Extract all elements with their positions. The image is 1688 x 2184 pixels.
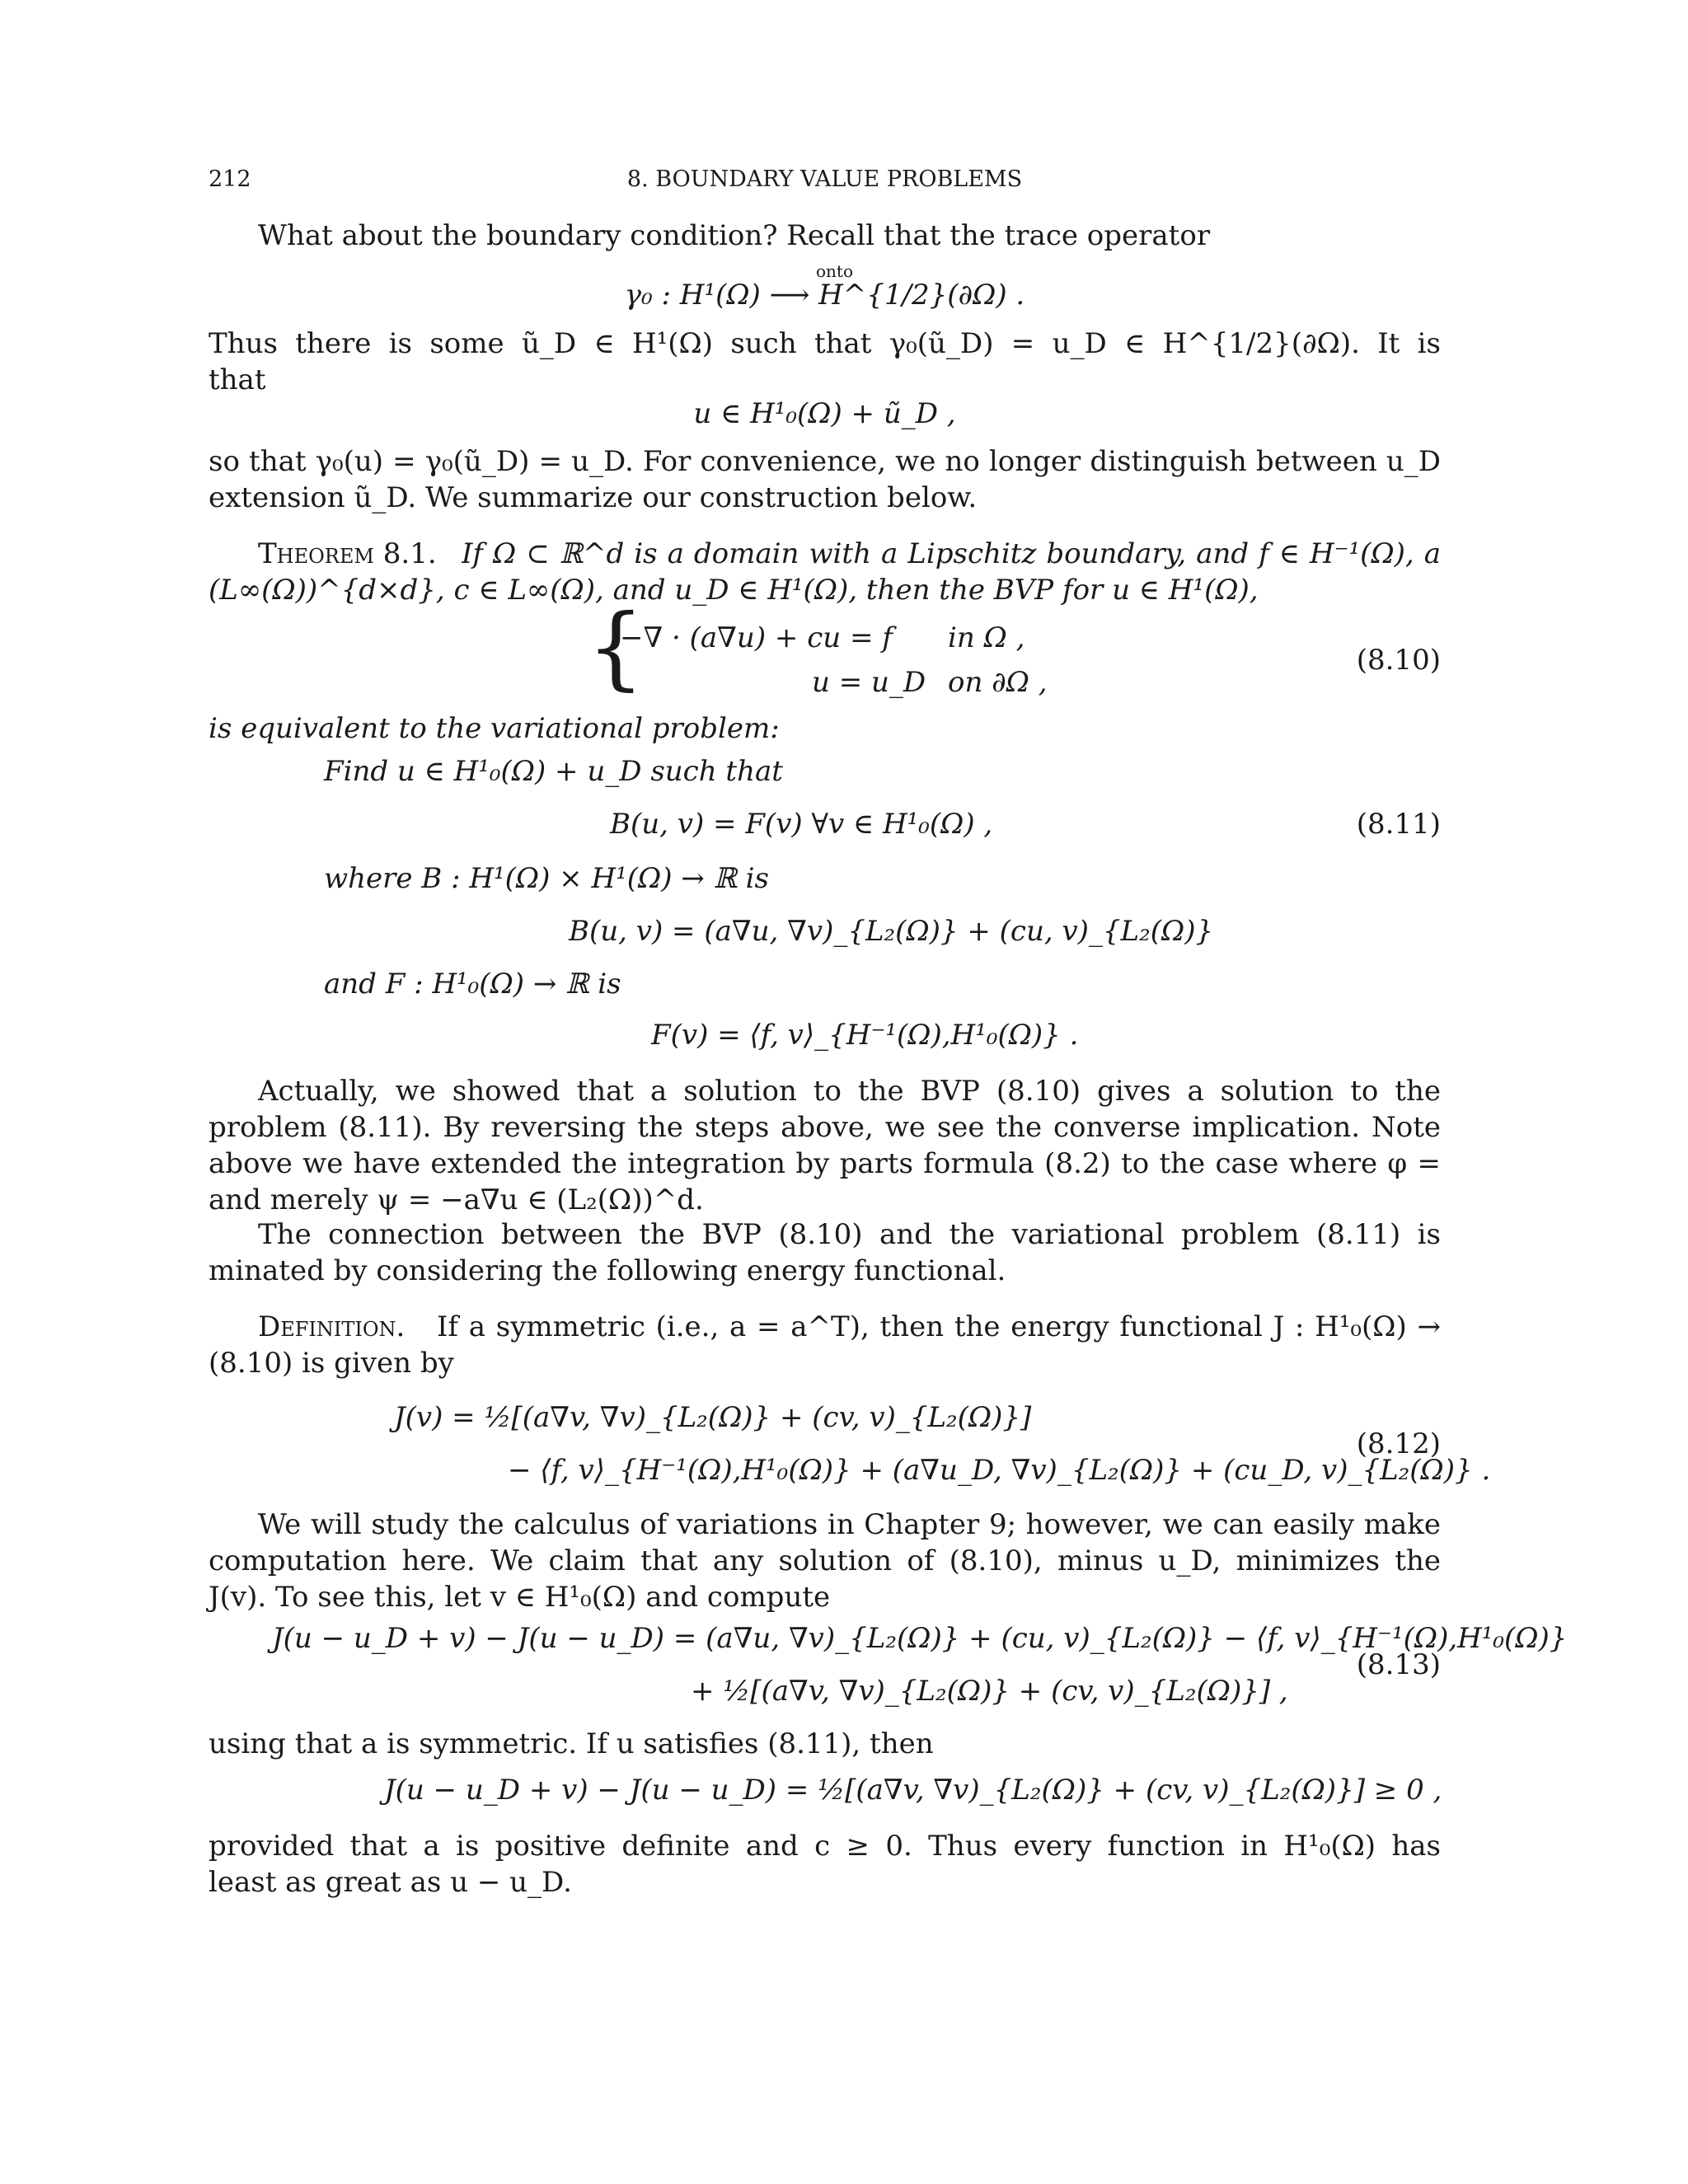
- equation-domain: in Ω ,: [948, 621, 1025, 654]
- equation-space: u ∈ H¹₀(Ω) + ũ_D ,: [693, 397, 956, 430]
- paragraph-line: above we have extended the integration by parts formula (8.2) to the case where φ =: [209, 1147, 1441, 1180]
- equation-trace: γ₀ : H¹(Ω) ⟶ H^{1/2}(∂Ω) .: [624, 279, 1025, 312]
- paragraph-line: that: [209, 363, 266, 396]
- equation-pde: −∇ · (a∇u) + cu = f: [620, 621, 893, 654]
- definition-label: Definition.: [258, 1310, 406, 1343]
- paragraph-line: computation here. We claim that any solution of (8.10), minus u_D, minimizes the: [209, 1544, 1441, 1577]
- paragraph-line: and merely ψ = −a∇u ∈ (L₂(Ω))^d.: [209, 1183, 704, 1216]
- theorem-line: (L∞(Ω))^{d×d}, c ∈ L∞(Ω), and u_D ∈ H¹(Ω), then the BVP for u ∈ H¹(Ω),: [209, 574, 1259, 607]
- paragraph-line: The connection between the BVP (8.10) and the variational problem (8.11) is: [258, 1218, 1441, 1251]
- paragraph-line: We will study the calculus of variations in Chapter 9; however, we can easily make: [258, 1508, 1441, 1541]
- running-title: 8. BOUNDARY VALUE PROBLEMS: [626, 166, 1023, 192]
- equation-linear: F(v) = ⟨f, v⟩_{H⁻¹(Ω),H¹₀(Ω)} .: [651, 1019, 1079, 1052]
- theorem-label: Theorem 8.1.: [258, 537, 437, 570]
- equation-boundary: on ∂Ω ,: [948, 666, 1048, 699]
- equation-difference-cont: + ½[(a∇v, ∇v)_{L₂(Ω)} + (cv, v)_{L₂(Ω)}] ,: [691, 1675, 1288, 1708]
- equation-bilinear: B(u, v) = (a∇u, ∇v)_{L₂(Ω)} + (cu, v)_{L₂(Ω)}: [569, 915, 1214, 948]
- equation-number: (8.13): [1356, 1648, 1441, 1681]
- page-number: 212: [209, 166, 251, 192]
- paragraph-line: so that γ₀(u) = γ₀(ũ_D) = u_D. For convenience, we no longer distinguish between u_D: [209, 445, 1441, 478]
- theorem-line: Find u ∈ H¹₀(Ω) + u_D such that: [324, 755, 783, 788]
- paragraph-line: Thus there is some ũ_D ∈ H¹(Ω) such that γ₀(ũ_D) = u_D ∈ H^{1/2}(∂Ω). It is: [209, 327, 1441, 360]
- equation-variational: B(u, v) = F(v) ∀v ∈ H¹₀(Ω) ,: [610, 808, 993, 841]
- equation-number: (8.12): [1356, 1427, 1441, 1460]
- paragraph-line: What about the boundary condition? Recall that the trace operator: [258, 219, 1211, 252]
- equation-bc: u = u_D: [812, 666, 926, 699]
- arrow-label: onto: [816, 261, 853, 281]
- equation-difference: J(u − u_D + v) − J(u − u_D) = (a∇u, ∇v)_{L₂(Ω)} + (cu, v)_{L₂(Ω)} − ⟨f, v⟩_{H⁻¹(Ω),H¹₀(Ω)}: [272, 1622, 1568, 1655]
- theorem-line: If Ω ⊂ ℝ^d is a domain with a Lipschitz boundary, and f ∈ H⁻¹(Ω), a: [462, 537, 1441, 570]
- paragraph-line: problem (8.11). By reversing the steps above, we see the converse implication. Note: [209, 1111, 1441, 1144]
- left-brace: {: [587, 594, 645, 700]
- paragraph-line: Actually, we showed that a solution to the BVP (8.10) gives a solution to the: [258, 1075, 1441, 1108]
- equation-number: (8.11): [1356, 808, 1441, 841]
- equation-number: (8.10): [1356, 644, 1441, 677]
- paragraph-line: minated by considering the following energy functional.: [209, 1254, 1006, 1287]
- definition-line: If a symmetric (i.e., a = a^T), then the energy functional J : H¹₀(Ω) →: [437, 1310, 1441, 1343]
- equation-inequality: J(u − u_D + v) − J(u − u_D) = ½[(a∇v, ∇v)_{L₂(Ω)} + (cv, v)_{L₂(Ω)}] ≥ 0 ,: [384, 1774, 1442, 1807]
- definition-line: (8.10) is given by: [209, 1347, 454, 1380]
- theorem-line: and F : H¹₀(Ω) → ℝ is: [324, 968, 621, 1001]
- paragraph-line: J(v). To see this, let v ∈ H¹₀(Ω) and compute: [209, 1581, 831, 1614]
- theorem-line: where B : H¹(Ω) × H¹(Ω) → ℝ is: [324, 862, 769, 895]
- equation-energy-cont: − ⟨f, v⟩_{H⁻¹(Ω),H¹₀(Ω)} + (a∇u_D, ∇v)_{L₂(Ω)} + (cu_D, v)_{L₂(Ω)} .: [508, 1454, 1491, 1487]
- paragraph-line: least as great as u − u_D.: [209, 1866, 572, 1899]
- theorem-line: is equivalent to the variational problem:: [209, 712, 780, 745]
- paragraph-line: using that a is symmetric. If u satisfies (8.11), then: [209, 1727, 934, 1760]
- equation-energy: J(v) = ½[(a∇v, ∇v)_{L₂(Ω)} + (cv, v)_{L₂(Ω)}]: [394, 1401, 1032, 1434]
- paragraph-line: provided that a is positive definite and c ≥ 0. Thus every function in H¹₀(Ω) has: [209, 1830, 1441, 1863]
- paragraph-line: extension ũ_D. We summarize our construction below.: [209, 481, 978, 514]
